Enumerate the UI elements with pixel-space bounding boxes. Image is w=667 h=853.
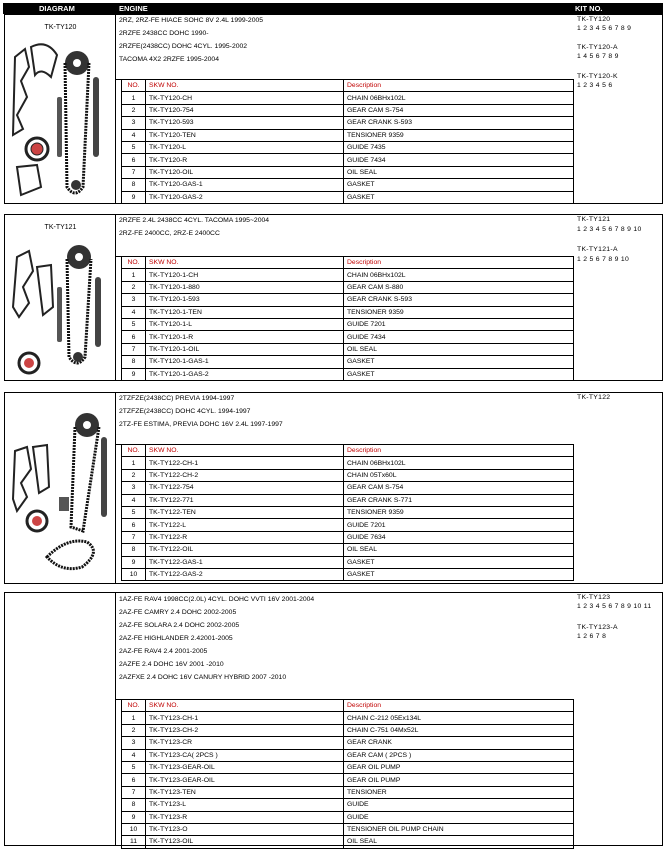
- engine-line: 2RZFE 2.4L 2438CC 4CYL. TACOMA 1995~2004: [119, 217, 270, 224]
- sku-cell: TK-TY122-CH-1: [146, 457, 344, 469]
- part-number-cell: 5: [122, 141, 146, 153]
- kit-cell: [574, 393, 662, 583]
- table-row: [122, 269, 574, 281]
- part-number-cell: 6: [122, 331, 146, 343]
- engine-line: 2TZ-FE ESTIMA, PREVIA DOHC 16V 2.4L 1997-1997: [119, 421, 283, 428]
- part-number-cell: 9: [122, 368, 146, 380]
- col-sku-header: SKW NO.: [146, 80, 344, 92]
- sku-cell: TK-TY122-TEN: [146, 506, 344, 518]
- description-cell: GEAR CRANK S-593: [344, 117, 574, 129]
- description-cell: OIL SEAL: [344, 166, 574, 178]
- description-cell: TENSIONER 9359: [344, 129, 574, 141]
- col-sku-header: SKW NO.: [146, 257, 344, 269]
- description-cell: GUIDE 7634: [344, 531, 574, 543]
- kit-line: TK-TY120-K: [577, 73, 618, 80]
- kit-block-ty123: [4, 592, 663, 846]
- part-number-cell: 9: [122, 811, 146, 823]
- sku-cell: TK-TY120-R: [146, 154, 344, 166]
- engine-line: 2AZFXE 2.4 DOHC 16V CANURY HYBRID 2007 -2010: [119, 674, 287, 681]
- engine-line: 2RZ-FE 2400CC, 2RZ-E 2400CC: [119, 230, 220, 237]
- description-cell: GEAR CRANK: [344, 737, 574, 749]
- part-number-cell: 7: [122, 343, 146, 355]
- part-number-cell: 7: [122, 166, 146, 178]
- description-cell: GUIDE: [344, 811, 574, 823]
- sku-cell: TK-TY123-CH-1: [146, 712, 344, 724]
- sku-cell: TK-TY123-CH-2: [146, 724, 344, 736]
- sku-cell: TK-TY120-1-GAS-1: [146, 356, 344, 368]
- sku-cell: TK-TY122-754: [146, 482, 344, 494]
- part-number-cell: 4: [122, 129, 146, 141]
- engine-line: 2AZ-FE HIGHLANDER 2.42001-2005: [119, 635, 233, 642]
- sku-cell: TK-TY122-771: [146, 494, 344, 506]
- timing-kit-diagram: [7, 37, 114, 202]
- sku-cell: TK-TY120-1-593: [146, 294, 344, 306]
- description-cell: TENSIONER: [344, 786, 574, 798]
- part-number-cell: 3: [122, 117, 146, 129]
- engine-line: TACOMA 4X2 2RZFE 1995-2004: [119, 56, 219, 63]
- part-number-cell: 5: [122, 761, 146, 773]
- description-cell: TENSIONER 9359: [344, 306, 574, 318]
- timing-kit-diagram: [7, 237, 114, 379]
- description-cell: GUIDE 7434: [344, 154, 574, 166]
- table-row: [122, 761, 574, 773]
- description-cell: GASKET: [344, 179, 574, 191]
- part-number-cell: 5: [122, 506, 146, 518]
- parts-table: [121, 79, 574, 204]
- table-row: [122, 356, 574, 368]
- parts-table: [121, 256, 574, 381]
- description-cell: TENSIONER OIL PUMP CHAIN: [344, 823, 574, 835]
- col-desc-header: Description: [344, 700, 574, 712]
- col-desc-header: Description: [344, 80, 574, 92]
- sku-cell: TK-TY120-1-GAS-2: [146, 368, 344, 380]
- col-sku-header: SKW NO.: [146, 445, 344, 457]
- table-row: [122, 179, 574, 191]
- table-row: [122, 318, 574, 330]
- part-number-cell: 2: [122, 724, 146, 736]
- description-cell: OIL SEAL: [344, 343, 574, 355]
- description-cell: TENSIONER 9359: [344, 506, 574, 518]
- col-no-header: NO.: [122, 700, 146, 712]
- table-row: [122, 469, 574, 481]
- sku-cell: TK-TY120-754: [146, 104, 344, 116]
- description-cell: GEAR CAM ( 2PCS ): [344, 749, 574, 761]
- part-number-cell: 3: [122, 294, 146, 306]
- sku-cell: TK-TY120-L: [146, 141, 344, 153]
- table-row: [122, 724, 574, 736]
- table-row: [122, 568, 574, 580]
- sku-cell: TK-TY123-GEAR-OIL: [146, 761, 344, 773]
- part-number-cell: 9: [122, 556, 146, 568]
- sku-cell: TK-TY120-1-R: [146, 331, 344, 343]
- description-cell: CHAIN 06BHx102L: [344, 269, 574, 281]
- description-cell: OIL SEAL: [344, 544, 574, 556]
- description-cell: GEAR CAM S-880: [344, 281, 574, 293]
- sku-cell: TK-TY120-OIL: [146, 166, 344, 178]
- description-cell: CHAIN 06BHx102L: [344, 92, 574, 104]
- description-cell: CHAIN 05Tx60L: [344, 469, 574, 481]
- part-number-cell: 2: [122, 104, 146, 116]
- table-row: [122, 519, 574, 531]
- kit-line: TK-TY123: [577, 594, 611, 601]
- diagram-cell: [5, 393, 116, 583]
- kit-cell: [574, 15, 662, 203]
- kit-line: TK-TY121: [577, 216, 611, 223]
- part-number-cell: 1: [122, 269, 146, 281]
- table-row: [122, 823, 574, 835]
- description-cell: GASKET: [344, 191, 574, 203]
- table-row: [122, 531, 574, 543]
- table-row: [122, 494, 574, 506]
- table-row: [122, 774, 574, 786]
- sku-cell: TK-TY120-CH: [146, 92, 344, 104]
- parts-table: [121, 444, 574, 581]
- table-row: [122, 556, 574, 568]
- diagram-model-label: TK-TY121: [44, 224, 77, 231]
- kit-line: 1 4 5 6 7 8 9: [577, 53, 619, 60]
- part-number-cell: 11: [122, 836, 146, 848]
- part-number-cell: 8: [122, 544, 146, 556]
- col-no-header: NO.: [122, 257, 146, 269]
- sku-cell: TK-TY122-GAS-1: [146, 556, 344, 568]
- part-number-cell: 8: [122, 356, 146, 368]
- table-row: [122, 749, 574, 761]
- part-number-cell: 10: [122, 568, 146, 580]
- part-number-cell: 8: [122, 799, 146, 811]
- table-row: [122, 92, 574, 104]
- table-row: [122, 331, 574, 343]
- sku-cell: TK-TY120-1-L: [146, 318, 344, 330]
- table-row: [122, 306, 574, 318]
- table-row: [122, 154, 574, 166]
- table-row: [122, 104, 574, 116]
- sku-cell: TK-TY123-R: [146, 811, 344, 823]
- table-row: [122, 343, 574, 355]
- engine-line: 2TZFZE(2438CC) DOHC 4CYL. 1994-1997: [119, 408, 251, 415]
- parts-header-row: [122, 700, 574, 712]
- table-row: [122, 281, 574, 293]
- sku-cell: TK-TY122-GAS-2: [146, 568, 344, 580]
- table-row: [122, 368, 574, 380]
- kit-block-ty121: [4, 214, 663, 381]
- description-cell: CHAIN C-212 05Ex134L: [344, 712, 574, 724]
- sku-cell: TK-TY122-CH-2: [146, 469, 344, 481]
- part-number-cell: 6: [122, 154, 146, 166]
- table-row: [122, 117, 574, 129]
- kit-line: TK-TY121-A: [577, 246, 618, 253]
- sku-cell: TK-TY122-OIL: [146, 544, 344, 556]
- sku-cell: TK-TY120-TEN: [146, 129, 344, 141]
- parts-header-row: [122, 80, 574, 92]
- table-row: [122, 506, 574, 518]
- table-row: [122, 811, 574, 823]
- description-cell: GASKET: [344, 368, 574, 380]
- col-no-header: NO.: [122, 80, 146, 92]
- table-row: [122, 836, 574, 848]
- description-cell: GEAR CRANK S-593: [344, 294, 574, 306]
- table-row: [122, 737, 574, 749]
- kit-block-ty120: [4, 14, 663, 204]
- sku-cell: TK-TY123-O: [146, 823, 344, 835]
- description-cell: GEAR OIL PUMP: [344, 774, 574, 786]
- kit-line: 1 2 3 4 5 6 7 8 9 10: [577, 226, 642, 233]
- table-row: [122, 294, 574, 306]
- description-cell: GUIDE 7434: [344, 331, 574, 343]
- kit-cell: [574, 593, 662, 845]
- header-kit-no: KIT NO.: [575, 4, 603, 13]
- description-cell: GEAR CRANK S-771: [344, 494, 574, 506]
- kit-line: 1 2 3 4 5 6: [577, 82, 613, 89]
- engine-line: 2TZFZE(2438CC) PREVIA 1994-1997: [119, 395, 235, 402]
- part-number-cell: 3: [122, 482, 146, 494]
- part-number-cell: 7: [122, 786, 146, 798]
- sku-cell: TK-TY120-GAS-1: [146, 179, 344, 191]
- table-row: [122, 712, 574, 724]
- engine-line: 2AZ-FE SOLARA 2.4 DOHC 2002-2005: [119, 622, 240, 629]
- sku-cell: TK-TY123-CA( 2PCS ): [146, 749, 344, 761]
- sku-cell: TK-TY122-R: [146, 531, 344, 543]
- part-number-cell: 10: [122, 823, 146, 835]
- table-row: [122, 191, 574, 203]
- diagram-cell: [5, 593, 116, 845]
- timing-kit-diagram: [7, 407, 114, 577]
- engine-line: 2AZFE 2.4 DOHC 16V 2001 -2010: [119, 661, 224, 668]
- table-row: [122, 141, 574, 153]
- kit-line: TK-TY123-A: [577, 624, 618, 631]
- engine-line: 2RZFE 2438CC DOHC 1990-: [119, 30, 209, 37]
- description-cell: CHAIN C-751 04Mx52L: [344, 724, 574, 736]
- kit-line: TK-TY122: [577, 394, 611, 401]
- part-number-cell: 3: [122, 737, 146, 749]
- part-number-cell: 4: [122, 749, 146, 761]
- col-no-header: NO.: [122, 445, 146, 457]
- kit-block-ty122: [4, 392, 663, 584]
- description-cell: GUIDE: [344, 799, 574, 811]
- sku-cell: TK-TY123-GEAR-OIL: [146, 774, 344, 786]
- sku-cell: TK-TY120-1-OIL: [146, 343, 344, 355]
- header-engine: ENGINE: [119, 4, 148, 13]
- part-number-cell: 5: [122, 318, 146, 330]
- parts-header-row: [122, 445, 574, 457]
- parts-header-row: [122, 257, 574, 269]
- sku-cell: TK-TY120-1-880: [146, 281, 344, 293]
- kit-line: 1 2 3 4 5 6 7 8 9 10 11: [577, 603, 652, 610]
- diagram-model-label: TK-TY120: [44, 24, 77, 31]
- engine-line: 2RZ, 2RZ-FE HIACE SOHC 8V 2.4L 1999-2005: [119, 17, 264, 24]
- part-number-cell: 6: [122, 774, 146, 786]
- part-number-cell: 4: [122, 306, 146, 318]
- table-row: [122, 129, 574, 141]
- description-cell: GASKET: [344, 556, 574, 568]
- description-cell: CHAIN 06BHx102L: [344, 457, 574, 469]
- part-number-cell: 1: [122, 712, 146, 724]
- part-number-cell: 7: [122, 531, 146, 543]
- part-number-cell: 1: [122, 457, 146, 469]
- col-desc-header: Description: [344, 445, 574, 457]
- diagram-cell: [5, 15, 116, 203]
- sku-cell: TK-TY123-L: [146, 799, 344, 811]
- kit-line: 1 2 3 4 5 6 7 8 9: [577, 25, 632, 32]
- part-number-cell: 4: [122, 494, 146, 506]
- engine-line: 2RZFE(2438CC) DOHC 4CYL. 1995-2002: [119, 43, 248, 50]
- kit-line: TK-TY120: [577, 16, 611, 23]
- table-row: [122, 799, 574, 811]
- sku-cell: TK-TY122-L: [146, 519, 344, 531]
- description-cell: GASKET: [344, 356, 574, 368]
- sku-cell: TK-TY120-1-TEN: [146, 306, 344, 318]
- table-row: [122, 482, 574, 494]
- part-number-cell: 9: [122, 191, 146, 203]
- sku-cell: TK-TY123-OIL: [146, 836, 344, 848]
- col-desc-header: Description: [344, 257, 574, 269]
- diagram-cell: [5, 215, 116, 380]
- table-row: [122, 457, 574, 469]
- description-cell: GUIDE 7201: [344, 519, 574, 531]
- kit-line: 1 2 6 7 8: [577, 633, 607, 640]
- part-number-cell: 2: [122, 281, 146, 293]
- parts-table: [121, 699, 574, 849]
- part-number-cell: 2: [122, 469, 146, 481]
- part-number-cell: 6: [122, 519, 146, 531]
- description-cell: GASKET: [344, 568, 574, 580]
- part-number-cell: 1: [122, 92, 146, 104]
- description-cell: GEAR OIL PUMP: [344, 761, 574, 773]
- kit-line: TK-TY120-A: [577, 44, 618, 51]
- table-row: [122, 544, 574, 556]
- description-cell: GEAR CAM S-754: [344, 104, 574, 116]
- sku-cell: TK-TY120-593: [146, 117, 344, 129]
- sku-cell: TK-TY123-TEN: [146, 786, 344, 798]
- description-cell: GUIDE 7201: [344, 318, 574, 330]
- description-cell: OIL SEAL: [344, 836, 574, 848]
- sku-cell: TK-TY123-CR: [146, 737, 344, 749]
- table-row: [122, 166, 574, 178]
- header-diagram: DIAGRAM: [39, 4, 75, 13]
- description-cell: GEAR CAM S-754: [344, 482, 574, 494]
- sku-cell: TK-TY120-GAS-2: [146, 191, 344, 203]
- col-sku-header: SKW NO.: [146, 700, 344, 712]
- description-cell: GUIDE 7435: [344, 141, 574, 153]
- table-row: [122, 786, 574, 798]
- engine-line: 2AZ-FE CAMRY 2.4 DOHC 2002-2005: [119, 609, 237, 616]
- part-number-cell: 8: [122, 179, 146, 191]
- kit-line: 1 2 5 6 7 8 9 10: [577, 256, 630, 263]
- sku-cell: TK-TY120-1-CH: [146, 269, 344, 281]
- table-header: [3, 3, 663, 14]
- engine-line: 2AZ-FE RAV4 2.4 2001-2005: [119, 648, 208, 655]
- engine-line: 1AZ-FE RAV4 1998CC(2.0L) 4CYL. DOHC VVTI 16V 2001-2004: [119, 596, 315, 603]
- kit-cell: [574, 215, 662, 380]
